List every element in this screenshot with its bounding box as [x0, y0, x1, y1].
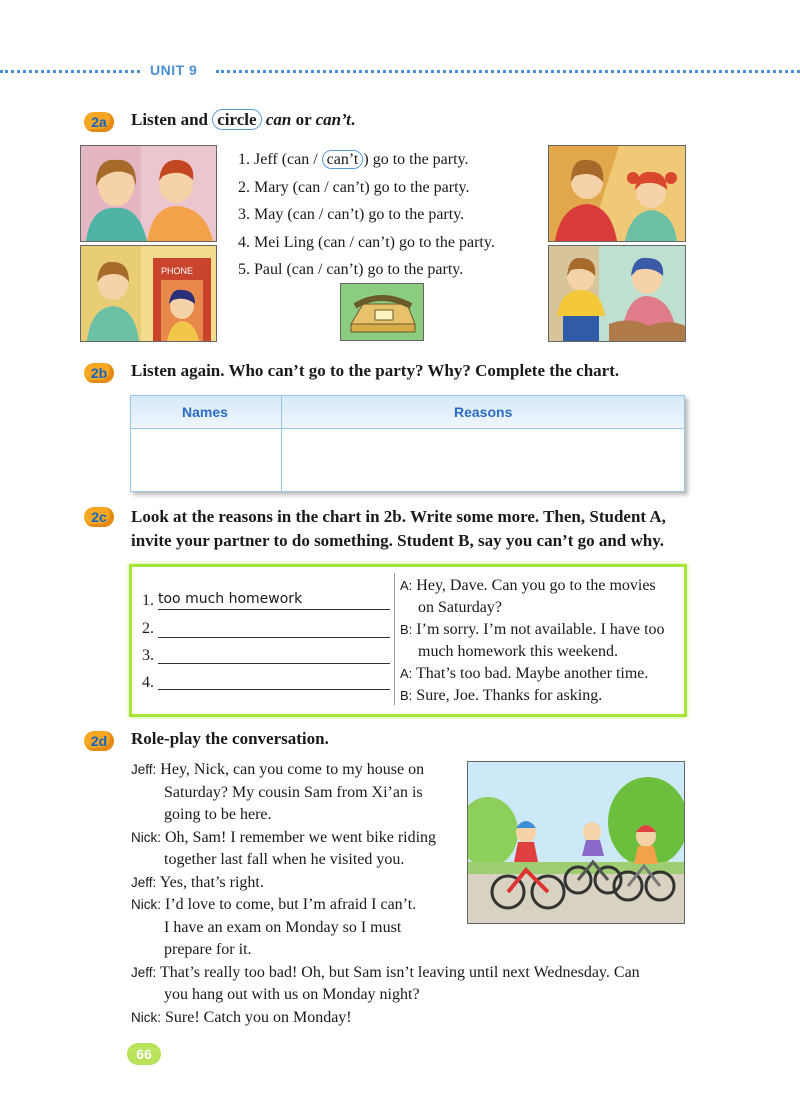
- reason-blank-line[interactable]: [158, 663, 390, 664]
- phone-sign-text: PHONE: [161, 266, 194, 276]
- chart-header-reasons: Reasons: [454, 404, 513, 420]
- badge-2b: 2b: [84, 363, 114, 383]
- list-2a: [238, 146, 495, 284]
- conversation-line: much homework this weekend.: [418, 643, 618, 660]
- reason-blank-line[interactable]: [158, 637, 390, 638]
- dialogue-line: Jeff: Hey, Nick, can you come to my house on: [131, 761, 425, 778]
- badge-2a: 2a: [84, 112, 114, 132]
- reason-number: 2.: [142, 620, 154, 637]
- list-item: 4. Mei Ling (can / can’t) go to the party.: [238, 233, 495, 251]
- names-reasons-chart: [130, 395, 685, 492]
- header-dotted-rule-right: [216, 70, 800, 73]
- conversation-2c: [400, 575, 665, 707]
- list-item: 1. Jeff (can / can’t ) go to the party.: [238, 151, 469, 168]
- dialogue-line: Nick: Oh, Sam! I remember we went bike riding: [131, 828, 437, 846]
- reason-blank-line[interactable]: [158, 609, 390, 610]
- conversation-line: B: I’m sorry. I’m not available. I have too: [400, 621, 665, 638]
- dialogue-line: prepare for it.: [164, 941, 252, 958]
- heading-2c: Look at the reasons in the chart in 2b. Write some more. Then, Student A, invite your partner to do something. Student B, say you can’t go and why.: [131, 507, 666, 550]
- dialogue-line: I have an exam on Monday so I must: [164, 918, 402, 936]
- reason-text: too much homework: [158, 591, 303, 607]
- heading-2b: Listen again. Who can’t go to the party? Why? Complete the chart.: [131, 361, 620, 380]
- conversation-line: A: Hey, Dave. Can you go to the movies: [400, 577, 656, 594]
- heading-2a: Listen and circle can or can’t.: [131, 110, 356, 129]
- bike-riding-illustration: [467, 761, 685, 924]
- header-dotted-rule-left: [0, 70, 140, 73]
- page-number: 66: [127, 1043, 161, 1065]
- badge-2c: 2c: [84, 507, 114, 527]
- conversation-line: on Saturday?: [418, 599, 502, 616]
- badge-2d: 2d: [84, 731, 114, 751]
- conversation-line: A: That’s too bad. Maybe another time.: [400, 665, 649, 682]
- reason-number: 1.: [142, 592, 154, 609]
- reason-blank-line[interactable]: [158, 689, 390, 690]
- dialogue-line: you hang out with us on Monday night?: [164, 986, 420, 1003]
- reason-number: 3.: [142, 647, 154, 664]
- box-divider: [394, 573, 395, 705]
- unit-label: UNIT 9: [150, 62, 198, 78]
- dialogue-line: together last fall when he visited you.: [164, 851, 405, 868]
- dialogue-line: Jeff: Yes, that’s right.: [131, 873, 264, 891]
- illustration-phone-booth: [80, 245, 217, 342]
- dialogue-line: Jeff: That’s really too bad! Oh, but Sam isn’t leaving until next Wednesday. Can: [131, 963, 640, 981]
- chart-header-names: Names: [182, 404, 228, 420]
- list-item: 2. Mary (can / can’t) go to the party.: [238, 178, 470, 196]
- chart-cell-reasons[interactable]: [282, 429, 684, 491]
- heading-2d: Role-play the conversation.: [131, 729, 329, 748]
- dialogue-line: Nick: Sure! Catch you on Monday!: [131, 1008, 352, 1026]
- dialogue-line: Saturday? My cousin Sam from Xi’an is: [164, 783, 423, 801]
- dialogue-line: Nick: I’d love to come, but I’m afraid I can’t.: [131, 896, 417, 913]
- reason-number: 4.: [142, 674, 154, 691]
- illustration-neighbors-talking: [548, 245, 686, 342]
- illustration-girls-on-phone: [548, 145, 686, 242]
- dialogue-line: going to be here.: [164, 806, 272, 823]
- reasons-conversation-box: [129, 564, 687, 717]
- illustration-jeff-talking: [80, 145, 217, 242]
- chart-cell-names[interactable]: [131, 429, 281, 491]
- list-item: 3. May (can / can’t) go to the party.: [238, 206, 465, 223]
- conversation-line: B: Sure, Joe. Thanks for asking.: [400, 687, 603, 704]
- telephone-illustration: [340, 283, 424, 341]
- list-item: 5. Paul (can / can’t) go to the party.: [238, 261, 464, 278]
